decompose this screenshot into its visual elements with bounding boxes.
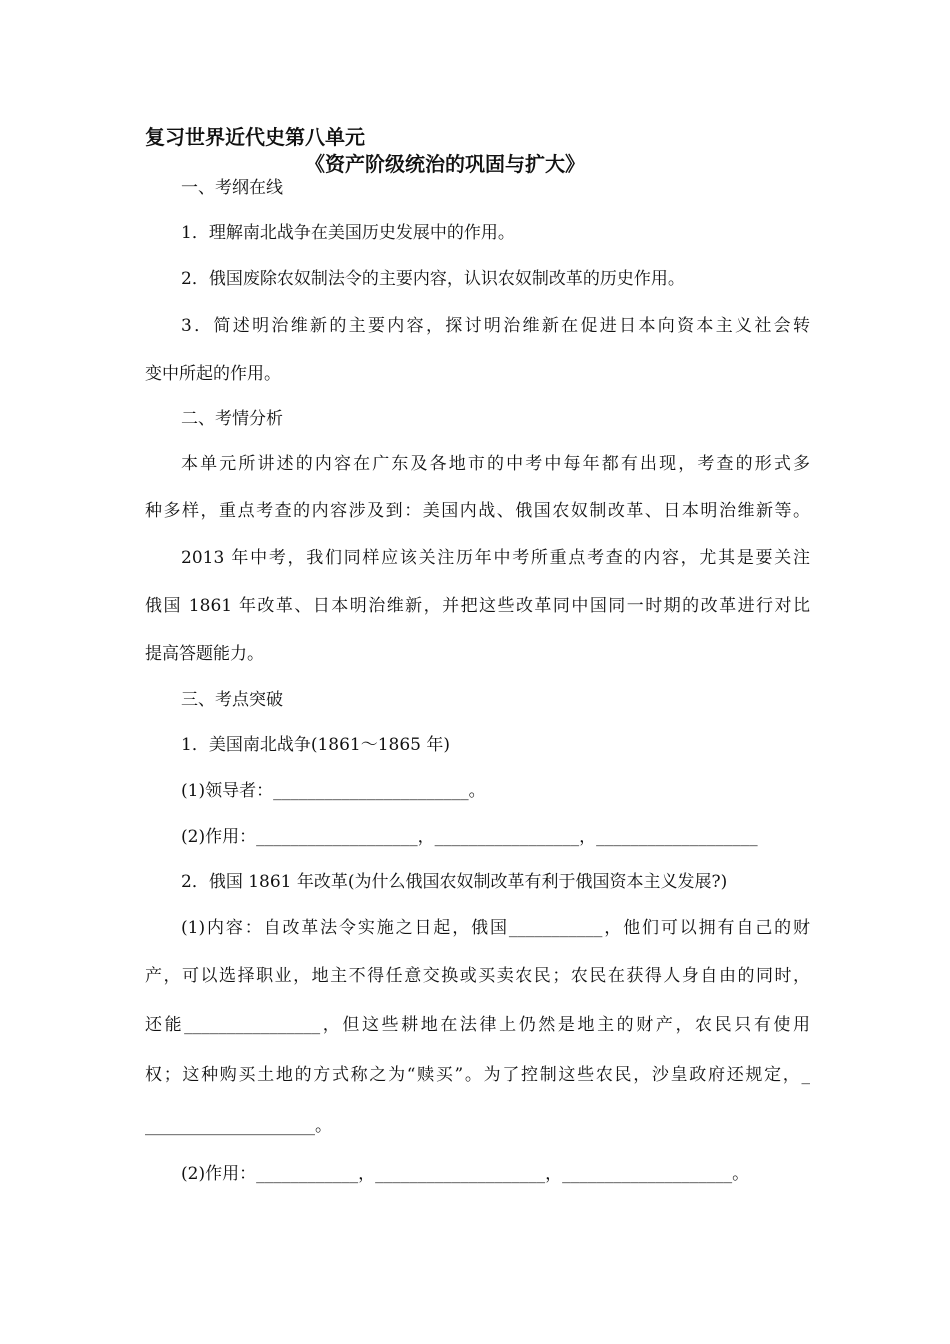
point2-title: 2．俄国 1861 年改革(为什么俄国农奴制改革有利于俄国资本主义发展?) [181,872,728,892]
point2-effect-blanks: (2)作用：____________，____________________，____________________。 [181,1164,750,1184]
point1-effect-blanks: (2)作用：___________________，_________________，___________________ [181,827,758,847]
outline-item-1: 1．理解南北战争在美国历史发展中的作用。 [181,223,515,243]
analysis-para2-line1: 2013 年中考，我们同样应该关注历年中考所重点考查的内容，尤其是要关注 [181,548,810,568]
analysis-para2-line3: 提高答题能力。 [145,644,264,664]
analysis-para1-line2: 种多样，重点考查的内容涉及到：美国内战、俄国农奴制改革、日本明治维新等。 [145,501,810,521]
outline-item-2: 2．俄国废除农奴制法令的主要内容，认识农奴制改革的历史作用。 [181,269,685,289]
section-heading-outline: 一、考纲在线 [181,178,283,198]
point2-content-line1: (1)内容：自改革法令实施之日起，俄国___________，他们可以拥有自己的财 [181,918,810,938]
point2-content-line4: 权；这种购买土地的方式称之为“赎买”。为了控制这些农民，沙皇政府还规定，_ [145,1065,810,1085]
outline-item-3-line2: 变中所起的作用。 [145,364,281,384]
section-heading-breakthrough: 三、考点突破 [181,690,283,710]
analysis-para1-line1: 本单元所讲述的内容在广东及各地市的中考中每年都有出现，考查的形式多 [181,454,810,474]
outline-item-3-line1: 3．简述明治维新的主要内容，探讨明治维新在促进日本向资本主义社会转 [181,316,810,336]
section-heading-analysis: 二、考情分析 [181,409,283,429]
analysis-para2-line2: 俄国 1861 年改革、日本明治维新，并把这些改革同中国同一时期的改革进行对比 [145,596,810,616]
document-title: 复习世界近代史第八单元 [145,125,365,149]
point2-content-line3: 还能________________，但这些耕地在法律上仍然是地主的财产，农民只有使用 [145,1015,810,1035]
point1-leader-blank: (1)领导者：_______________________。 [181,781,486,801]
point1-title: 1．美国南北战争(1861～1865 年) [181,735,451,755]
document-subtitle: 《资产阶级统治的巩固与扩大》 [305,152,585,176]
point2-content-line2: 产，可以选择职业，地主不得任意交换或买卖农民；农民在获得人身自由的同时， [145,966,810,986]
point2-content-line5: ____________________。 [145,1116,332,1136]
